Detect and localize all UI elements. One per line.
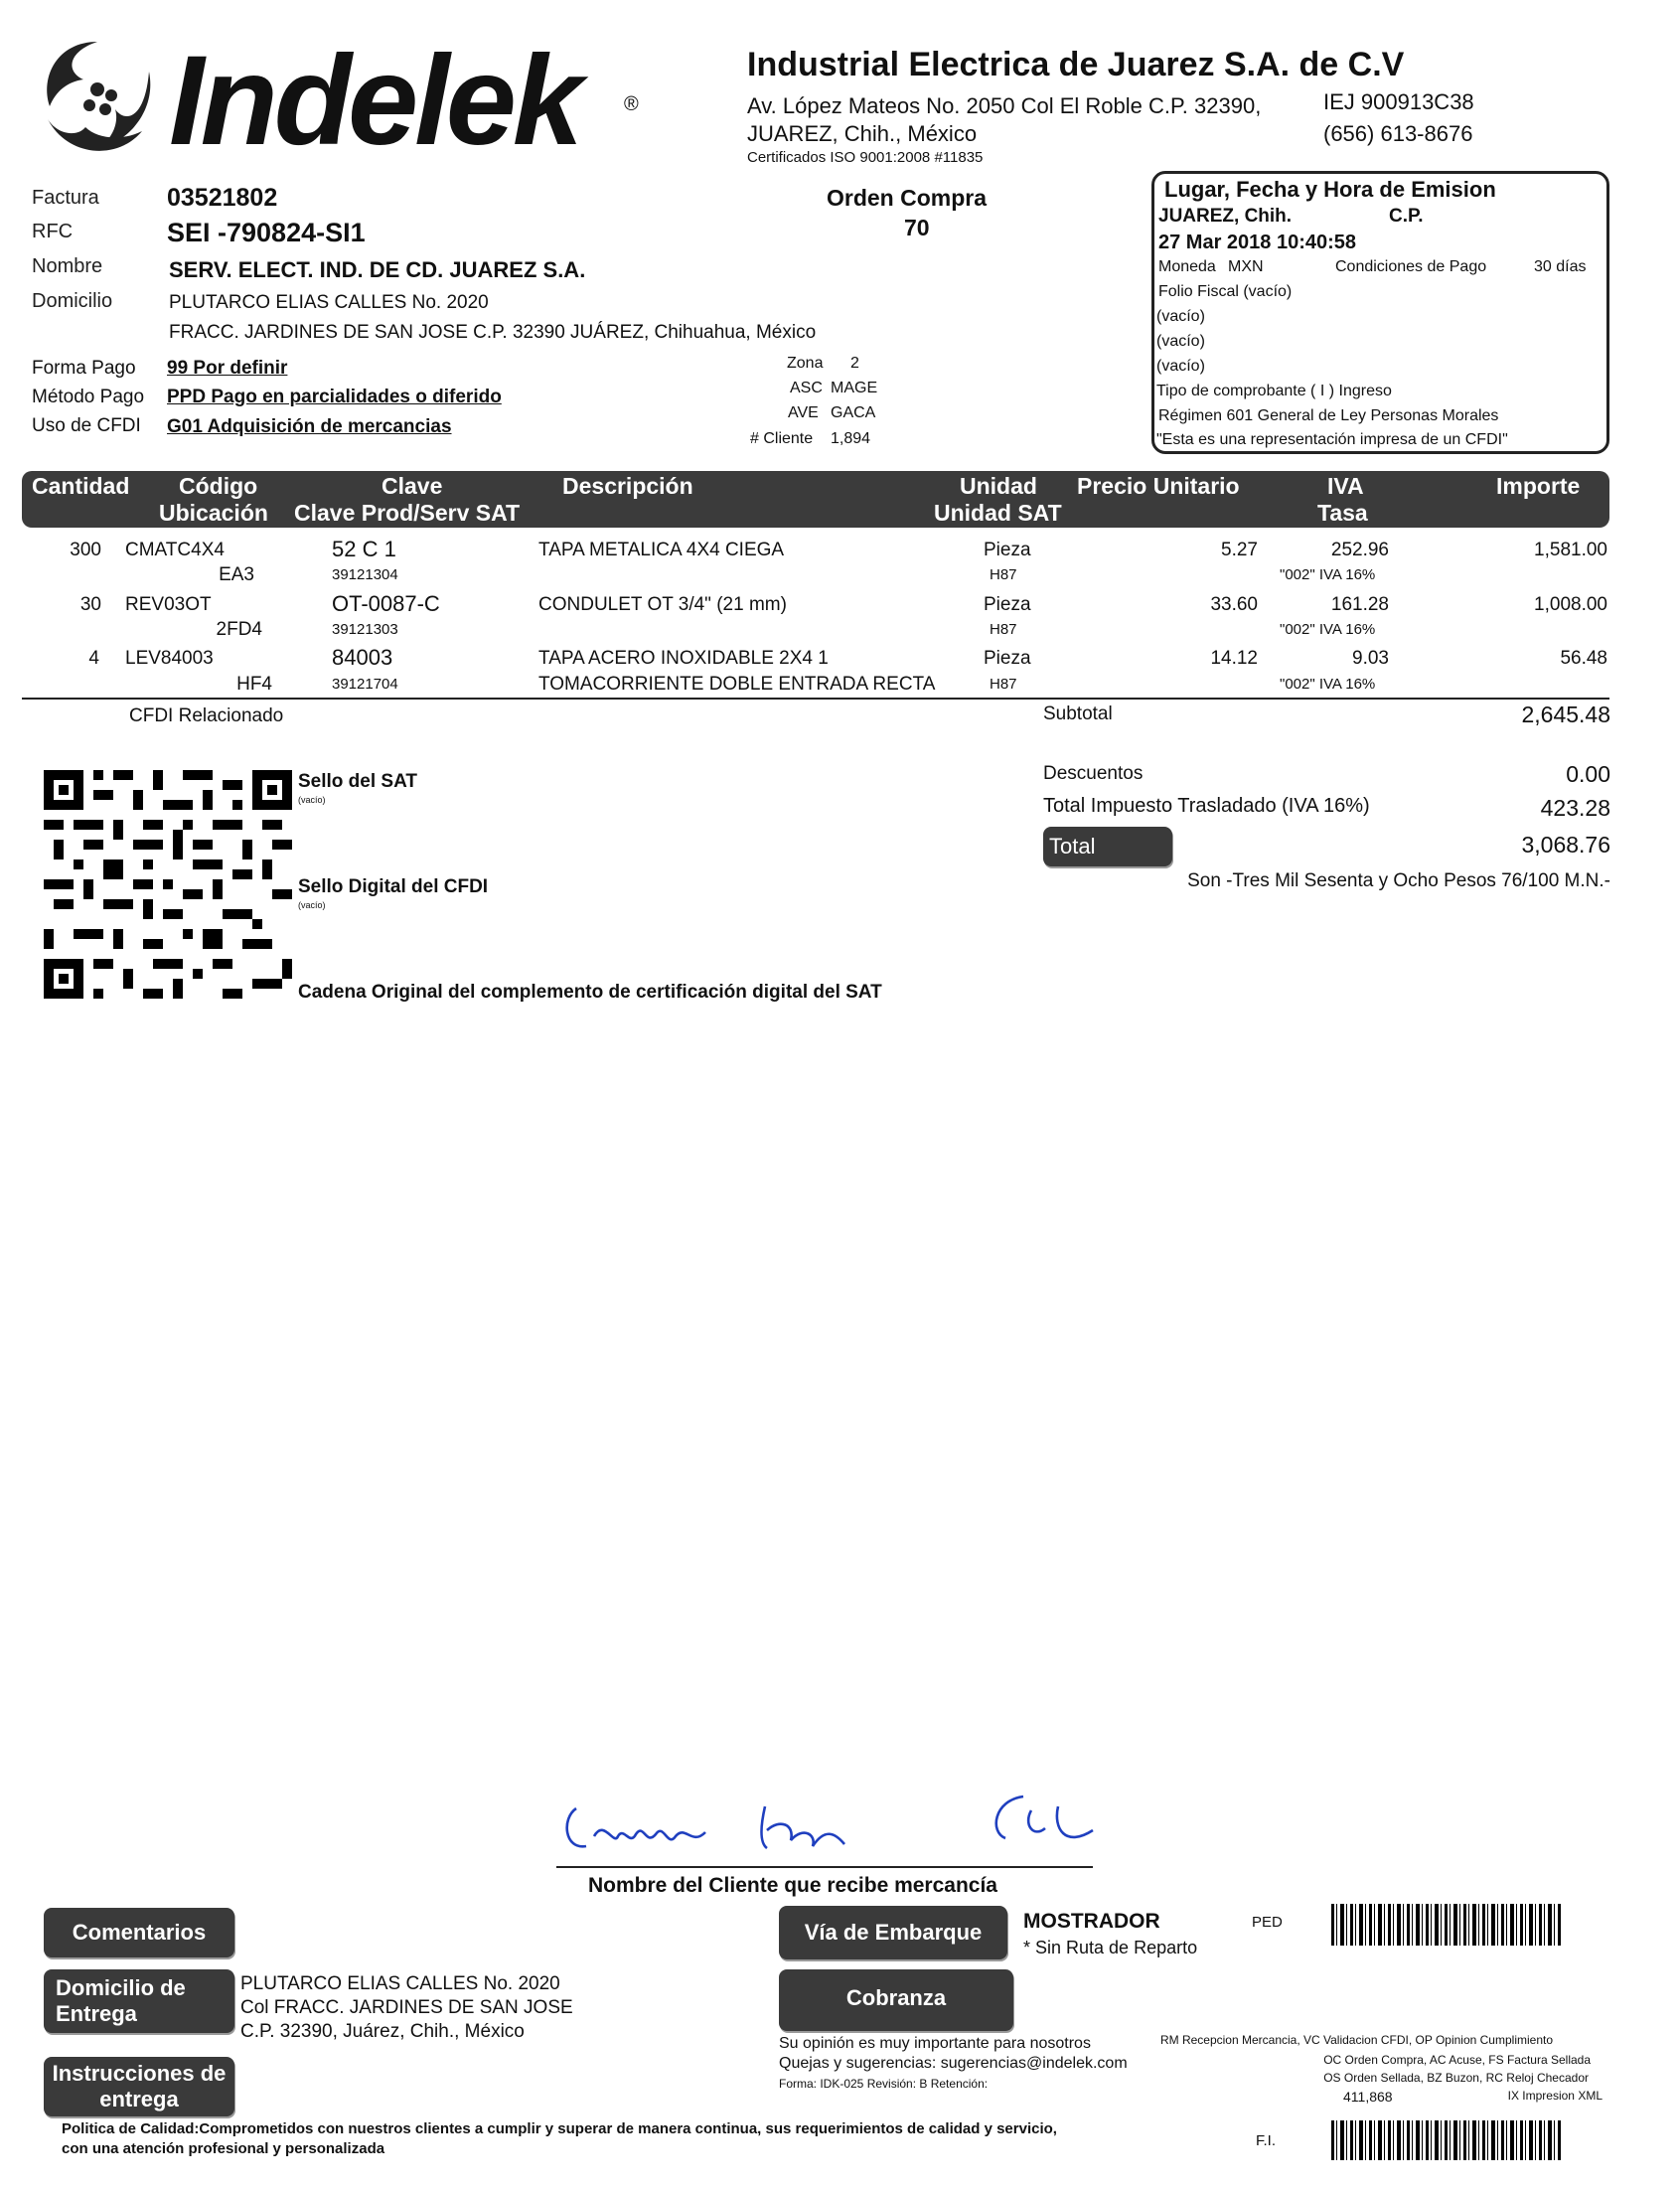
item-descripcion: TAPA ACERO INOXIDABLE 2X4 1: [538, 648, 829, 669]
via-embarque-label: Vía de Embarque: [779, 1906, 1007, 1959]
legend-line-2: OC Orden Compra, AC Acuse, FS Factura Sellada: [1323, 2053, 1591, 2067]
total-value: 3,068.76: [1521, 832, 1610, 858]
item-descripcion: CONDULET OT 3/4" (21 mm): [538, 594, 787, 615]
uso-cfdi-label: Uso de CFDI: [32, 415, 141, 436]
item-importe: 1,008.00: [1534, 594, 1607, 615]
total-in-words: Son -Tres Mil Sesenta y Ocho Pesos 76/100 M.N.-: [1187, 870, 1610, 891]
cadena-original-label: Cadena Original del complemento de certificación digital del SAT: [298, 982, 882, 1003]
col-importe: Importe: [1496, 473, 1581, 499]
emission-cp: C.P.: [1389, 206, 1424, 227]
forma-pago-label: Forma Pago: [32, 358, 136, 379]
cfdi-legend: "Esta es una representación impresa de un CFDI": [1156, 431, 1508, 448]
politica-calidad-1: Politica de Calidad:Comprometidos con nuestros clientes a cumplir y superar de manera continua, sus requerimientos de calidad y servicio,: [62, 2120, 1057, 2137]
descuentos-label: Descuentos: [1043, 763, 1144, 784]
client-name: SERV. ELECT. IND. DE CD. JUAREZ S.A.: [169, 257, 586, 282]
company-iso: Certificados ISO 9001:2008 #11835: [747, 149, 984, 166]
entrega-address-2: Col FRACC. JARDINES DE SAN JOSE: [240, 1997, 573, 2018]
emission-city: JUAREZ, Chih.: [1158, 206, 1293, 227]
folio-fiscal: Folio Fiscal (vacío): [1158, 283, 1293, 300]
item-unidad-sat: H87: [990, 566, 1017, 583]
doc-number: 411,868: [1343, 2089, 1393, 2105]
item-cantidad: 4: [88, 648, 99, 669]
moneda-value: MXN: [1228, 258, 1264, 275]
sello-sat-value: (vacío): [298, 795, 326, 805]
cobranza-label: Cobranza: [779, 1969, 1013, 2031]
regimen: Régimen 601 General de Ley Personas Morales: [1158, 407, 1499, 424]
moneda-label: Moneda: [1158, 258, 1216, 275]
descuentos-value: 0.00: [1566, 761, 1610, 787]
barcode-top-icon: [1331, 1904, 1562, 1946]
fi-label: F.I.: [1256, 2132, 1277, 2149]
total-label: Total: [1043, 827, 1172, 866]
indelek-logo-icon: [28, 32, 167, 166]
orden-compra-value: 70: [904, 215, 930, 240]
company-name: Industrial Electrica de Juarez S.A. de C.V: [747, 46, 1405, 83]
asc-value: MAGE: [831, 380, 878, 396]
legend-line-3: OS Orden Sellada, BZ Buzon, RC Reloj Checador: [1323, 2071, 1589, 2085]
orden-compra-label: Orden Compra: [827, 185, 988, 211]
col-codigo: Código: [179, 473, 258, 499]
item-descripcion: TAPA METALICA 4X4 CIEGA: [538, 540, 785, 560]
sello-cfdi-value: (vacío): [298, 900, 326, 910]
item-importe: 56.48: [1560, 648, 1607, 669]
zona-label: Zona: [787, 355, 824, 372]
col-iva: IVA: [1327, 473, 1364, 499]
col-clave: Clave: [382, 473, 443, 499]
metodo-pago-value: PPD Pago en parcialidades o diferido: [167, 387, 502, 407]
legend-line-4: IX Impresion XML: [1507, 2089, 1603, 2103]
legend-line-1: RM Recepcion Mercancia, VC Validacion CFDI, OP Opinion Cumplimiento: [1159, 2033, 1553, 2047]
entrega-address-1: PLUTARCO ELIAS CALLES No. 2020: [240, 1973, 560, 1994]
item-clave-sat: 39121704: [332, 676, 398, 693]
logo-wordmark: Indelek: [169, 30, 580, 172]
item-descripcion-2: TOMACORRIENTE DOBLE ENTRADA RECTA: [538, 674, 936, 695]
ruta-reparto: * Sin Ruta de Reparto: [1023, 1938, 1198, 1957]
item-unidad-sat: H87: [990, 676, 1017, 693]
subtotal-label: Subtotal: [1043, 704, 1113, 724]
col-unidad: Unidad: [960, 473, 1037, 499]
item-codigo: LEV84003: [125, 648, 214, 669]
client-address-1: PLUTARCO ELIAS CALLES No. 2020: [169, 292, 489, 313]
col-clave-sat: Clave Prod/Serv SAT: [294, 500, 521, 526]
barcode-bottom-icon: [1331, 2120, 1562, 2160]
forma-pago-value: 99 Por definir: [167, 358, 288, 379]
item-clave-sat: 39121304: [332, 566, 398, 583]
comentarios-label: Comentarios: [44, 1908, 234, 1957]
item-unidad-sat: H87: [990, 621, 1017, 638]
item-tasa: "002" IVA 16%: [1280, 676, 1376, 693]
via-embarque-value: MOSTRADOR: [1023, 1910, 1160, 1933]
vacio-3: (vacío): [1156, 358, 1205, 375]
emission-title: Lugar, Fecha y Hora de Emision: [1164, 177, 1496, 202]
item-precio: 33.60: [1210, 594, 1258, 615]
item-unidad: Pieza: [984, 594, 1031, 615]
impuesto-label: Total Impuesto Trasladado (IVA 16%): [1043, 795, 1370, 817]
forma-revision: Forma: IDK-025 Revisión: B Retención:: [779, 2077, 989, 2091]
signature-line: [556, 1866, 1093, 1868]
opinion-text: Su opinión es muy importante para nosotros: [779, 2035, 1091, 2052]
cliente-label: # Cliente: [750, 430, 814, 447]
vacio-1: (vacío): [1156, 308, 1205, 325]
client-address-2: FRACC. JARDINES DE SAN JOSE C.P. 32390 JUÁREZ, Chihuahua, México: [169, 322, 817, 343]
company-address-1: Av. López Mateos No. 2050 Col El Roble C.P. 32390,: [747, 93, 1262, 118]
col-ubicacion: Ubicación: [159, 500, 268, 526]
item-iva: 161.28: [1330, 594, 1389, 615]
item-ubicacion: 2FD4: [216, 619, 262, 640]
ave-label: AVE: [788, 404, 819, 421]
rfc-label: RFC: [32, 221, 74, 242]
sello-sat-label: Sello del SAT: [298, 771, 418, 792]
company-rfc: IEJ 900913C38: [1323, 89, 1474, 114]
item-codigo: CMATC4X4: [125, 540, 225, 560]
uso-cfdi-value: G01 Adquisición de mercancias: [167, 416, 452, 437]
cfdi-relacionado: CFDI Relacionado: [129, 705, 284, 726]
registered-mark: ®: [624, 93, 639, 115]
item-importe: 1,581.00: [1534, 540, 1607, 560]
sello-cfdi-label: Sello Digital del CFDI: [298, 876, 489, 897]
tipo-comprobante: Tipo de comprobante ( I ) Ingreso: [1156, 383, 1392, 399]
item-tasa: "002" IVA 16%: [1280, 621, 1376, 638]
nombre-label: Nombre: [32, 255, 103, 277]
condiciones-label: Condiciones de Pago: [1335, 258, 1487, 275]
col-cantidad: Cantidad: [32, 473, 130, 499]
item-clave-sat: 39121303: [332, 621, 398, 638]
zona-value: 2: [850, 355, 859, 372]
domicilio-entrega-label: Domicilio de Entrega: [44, 1969, 234, 2033]
item-unidad: Pieza: [984, 540, 1031, 560]
quejas-text: Quejas y sugerencias: sugerencias@indelek.com: [779, 2055, 1128, 2072]
item-precio: 5.27: [1221, 540, 1258, 560]
item-ubicacion: EA3: [219, 564, 254, 585]
politica-calidad-2: con una atención profesional y personalizada: [62, 2140, 385, 2157]
ped-label: PED: [1252, 1914, 1283, 1931]
col-descripcion: Descripción: [562, 473, 693, 499]
item-iva: 252.96: [1330, 540, 1389, 560]
item-cantidad: 30: [79, 594, 101, 615]
entrega-address-3: C.P. 32390, Juárez, Chih., México: [240, 2021, 525, 2042]
instrucciones-entrega-label: Instrucciones de entrega: [44, 2057, 234, 2116]
cliente-value: 1,894: [831, 430, 871, 447]
item-tasa: "002" IVA 16%: [1280, 566, 1376, 583]
emission-datetime: 27 Mar 2018 10:40:58: [1158, 232, 1357, 253]
ave-value: GACA: [831, 404, 876, 421]
metodo-pago-label: Método Pago: [32, 387, 145, 407]
item-iva: 9.03: [1352, 648, 1389, 669]
item-clave: OT-0087-C: [332, 591, 440, 616]
factura-number: 03521802: [167, 184, 278, 212]
table-bottom-line: [22, 698, 1609, 700]
signature-caption: Nombre del Cliente que recibe mercancía: [588, 1874, 997, 1897]
qr-code-icon: [44, 769, 292, 1000]
item-ubicacion: HF4: [236, 674, 272, 695]
item-clave: 52 C 1: [332, 537, 396, 561]
col-precio: Precio Unitario: [1077, 473, 1240, 499]
domicilio-label: Domicilio: [32, 290, 113, 312]
factura-label: Factura: [32, 187, 99, 209]
vacio-2: (vacío): [1156, 333, 1205, 350]
client-rfc: SEI -790824-SI1: [167, 218, 366, 247]
subtotal-value: 2,645.48: [1521, 702, 1610, 727]
signature-icon: [556, 1789, 1143, 1868]
asc-label: ASC: [790, 380, 823, 396]
item-unidad: Pieza: [984, 648, 1031, 669]
item-precio: 14.12: [1210, 648, 1258, 669]
condiciones-value: 30 días: [1534, 258, 1587, 275]
col-tasa: Tasa: [1317, 500, 1368, 526]
company-phone: (656) 613-8676: [1323, 121, 1473, 146]
item-codigo: REV03OT: [125, 594, 212, 615]
company-address-2: JUAREZ, Chih., México: [747, 121, 978, 146]
item-clave: 84003: [332, 645, 393, 670]
items-table-header: [22, 471, 1609, 528]
impuesto-value: 423.28: [1540, 795, 1610, 821]
item-cantidad: 300: [70, 540, 101, 560]
col-unidad-sat: Unidad SAT: [934, 500, 1062, 526]
